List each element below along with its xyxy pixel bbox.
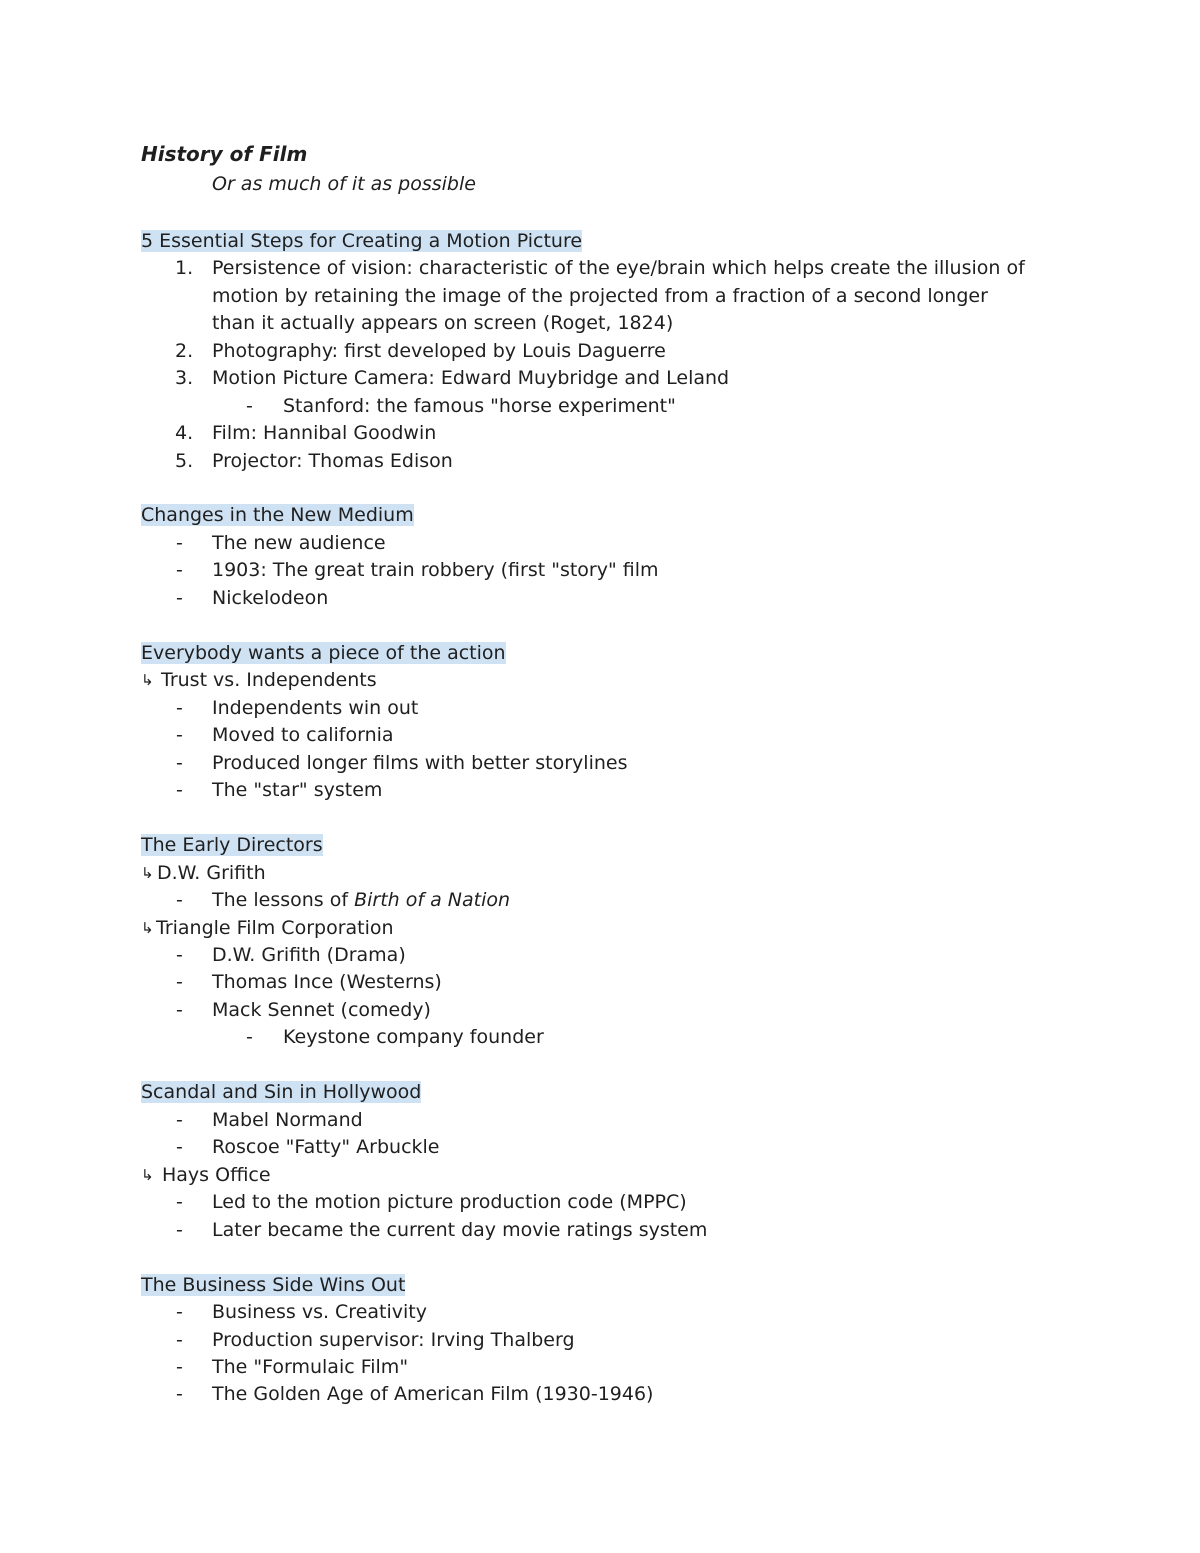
list-item-text: Independents win out xyxy=(212,697,419,719)
dash-bullet: - xyxy=(176,1329,183,1351)
list-item-text: Moved to california xyxy=(212,724,394,746)
list-item-text: 1903: The great train robbery (first "story" film xyxy=(212,559,659,581)
dash-bullet: - xyxy=(176,999,183,1021)
section-heading-piece-of-action xyxy=(141,640,506,667)
list-item-text: The new audience xyxy=(212,532,386,554)
arrow-item-text: Triangle Film Corporation xyxy=(156,917,394,939)
arrow-item-text: Hays Office xyxy=(162,1164,271,1186)
section-heading-scandal xyxy=(141,1079,421,1106)
list-item-text: Produced longer films with better storylines xyxy=(212,752,628,774)
section-heading-business-side xyxy=(141,1272,405,1299)
list-item-text: Thomas Ince (Westerns) xyxy=(212,971,442,993)
dash-bullet: - xyxy=(176,724,183,746)
list-item-text: Production supervisor: Irving Thalberg xyxy=(212,1329,575,1351)
dash-bullet: - xyxy=(246,395,253,417)
list-item-text: Persistence of vision: characteristic of the eye/brain which helps create the illusion of xyxy=(212,257,1025,279)
arrow-bullet-icon: ↳ xyxy=(141,1166,154,1184)
heading-highlight: Changes in the New Medium xyxy=(141,504,414,526)
dash-bullet: - xyxy=(176,1191,183,1213)
dash-bullet: - xyxy=(176,532,183,554)
list-item-text: Led to the motion picture production code (MPPC) xyxy=(212,1191,687,1213)
heading-highlight: 5 Essential Steps for Creating a Motion Picture xyxy=(141,230,583,252)
section-heading-new-medium xyxy=(141,502,414,529)
list-item-text: The "Formulaic Film" xyxy=(212,1356,409,1378)
dash-bullet: - xyxy=(176,1356,183,1378)
heading-highlight: Scandal and Sin in Hollywood xyxy=(141,1081,422,1103)
list-item-text: Mack Sennet (comedy) xyxy=(212,999,431,1021)
dash-bullet: - xyxy=(176,587,183,609)
list-item-text: Business vs. Creativity xyxy=(212,1301,427,1323)
dash-bullet: - xyxy=(176,889,183,911)
dash-bullet: - xyxy=(176,697,183,719)
film-title-italic: Birth of a Nation xyxy=(354,889,511,911)
dash-bullet: - xyxy=(176,559,183,581)
list-number: 1. xyxy=(175,257,194,279)
list-item-text: Nickelodeon xyxy=(212,587,329,609)
list-number: 4. xyxy=(175,422,194,444)
list-item-text: Motion Picture Camera: Edward Muybridge and Leland xyxy=(212,367,730,389)
list-item-text-plain: The lessons of xyxy=(212,889,355,911)
dash-bullet: - xyxy=(246,1026,253,1048)
list-item-text: Photography: first developed by Louis Daguerre xyxy=(212,340,666,362)
list-item-text: The "star" system xyxy=(212,779,383,801)
dash-bullet: - xyxy=(176,752,183,774)
document-subtitle: Or as much of it as possible xyxy=(212,173,476,195)
dash-bullet: - xyxy=(176,1219,183,1241)
arrow-item-text: D.W. Grifith xyxy=(157,862,266,884)
list-number: 2. xyxy=(175,340,194,362)
document-title: History of Film xyxy=(141,142,308,166)
list-item-text: Projector: Thomas Edison xyxy=(212,450,453,472)
dash-bullet: - xyxy=(176,1383,183,1405)
arrow-bullet-icon: ↳ xyxy=(141,671,154,689)
list-item-text-cont: than it actually appears on screen (Roget, 1824) xyxy=(212,312,674,334)
arrow-bullet-icon: ↳ xyxy=(141,864,154,882)
sub-list-item-text: Stanford: the famous "horse experiment" xyxy=(283,395,676,417)
dash-bullet: - xyxy=(176,971,183,993)
arrow-item-text: Trust vs. Independents xyxy=(161,669,377,691)
list-item-text: The Golden Age of American Film (1930-1946) xyxy=(212,1383,654,1405)
sub-list-item-text: Keystone company founder xyxy=(283,1026,544,1048)
list-item-text: Later became the current day movie ratings system xyxy=(212,1219,708,1241)
list-number: 3. xyxy=(175,367,194,389)
list-number: 5. xyxy=(175,450,194,472)
dash-bullet: - xyxy=(176,1301,183,1323)
section-heading-essential-steps xyxy=(141,228,582,255)
heading-highlight: The Early Directors xyxy=(141,834,323,856)
list-item-text: Roscoe "Fatty" Arbuckle xyxy=(212,1136,440,1158)
dash-bullet: - xyxy=(176,1136,183,1158)
list-item-text: D.W. Grifith (Drama) xyxy=(212,944,406,966)
section-heading-early-directors xyxy=(141,832,323,859)
dash-bullet: - xyxy=(176,944,183,966)
dash-bullet: - xyxy=(176,1109,183,1131)
list-item-text: Mabel Normand xyxy=(212,1109,363,1131)
heading-highlight: Everybody wants a piece of the action xyxy=(141,642,506,664)
arrow-bullet-icon: ↳ xyxy=(141,919,154,937)
heading-highlight: The Business Side Wins Out xyxy=(141,1274,406,1296)
list-item-text-cont: motion by retaining the image of the projected from a fraction of a second longer xyxy=(212,285,988,307)
dash-bullet: - xyxy=(176,779,183,801)
list-item-text xyxy=(212,887,510,914)
list-item-text: Film: Hannibal Goodwin xyxy=(212,422,437,444)
